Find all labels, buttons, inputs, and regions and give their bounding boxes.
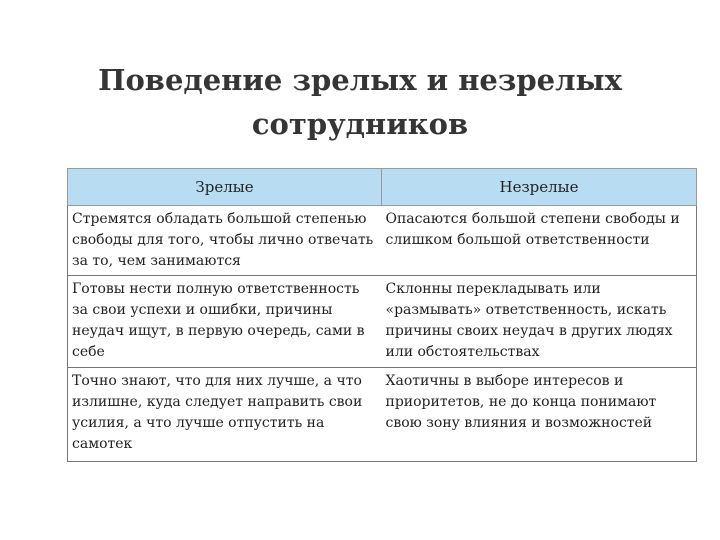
table-row bbox=[68, 206, 697, 276]
header-immature: Незрелые bbox=[382, 169, 697, 206]
cell-immature: Опасаются большой степени свободы и слишком большой ответственности bbox=[382, 206, 697, 276]
cell-mature: Стремятся обладать большой степенью свободы для того, чтобы лично отвечать за то, чем занимаются bbox=[68, 206, 382, 276]
table-row bbox=[68, 368, 697, 462]
table-header-row bbox=[68, 169, 697, 206]
slide-title bbox=[0, 58, 720, 146]
cell-immature: Склонны перекладывать или «размывать» ответственность, искать причины своих неудач в других людях или обстоятельствах bbox=[382, 276, 697, 368]
table-row bbox=[68, 276, 697, 368]
header-mature: Зрелые bbox=[68, 169, 382, 206]
cell-mature: Готовы нести полную ответственность за свои успехи и ошибки, причины неудач ищут, в первую очередь, сами в себе bbox=[68, 276, 382, 368]
slide-title-line-2: сотрудников bbox=[251, 107, 469, 141]
cell-immature: Хаотичны в выборе интересов и приоритетов, не до конца понимают свою зону влияния и возможностей bbox=[382, 368, 697, 462]
slide-title-line-1: Поведение зрелых и незрелых bbox=[98, 63, 622, 97]
cell-mature: Точно знают, что для них лучше, а что излишне, куда следует направить свои усилия, а что лучше отпустить на самотек bbox=[68, 368, 382, 462]
comparison-table bbox=[67, 168, 697, 462]
